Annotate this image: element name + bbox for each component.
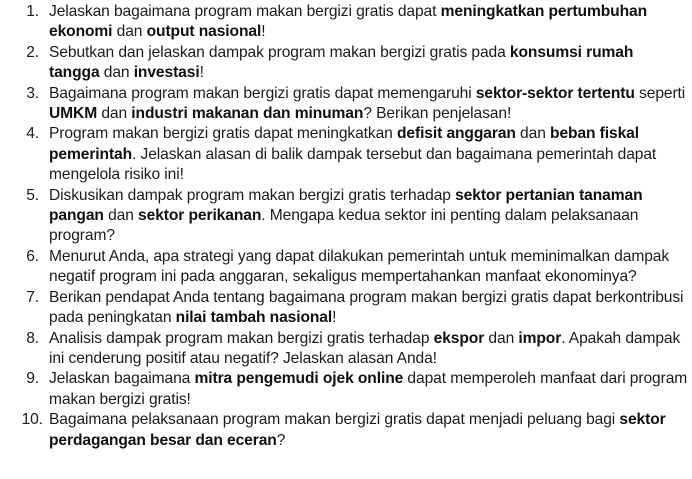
emphasis-text: sektor pertanian tanaman pangan: [49, 186, 643, 225]
question-list: [0, 2, 692, 451]
plain-text: !: [332, 309, 337, 327]
question-item: [0, 124, 692, 185]
question-text: [49, 85, 685, 122]
emphasis-text: sektor perdagangan besar dan eceran: [49, 411, 666, 449]
plain-text: Bagaimana program makan bergizi gratis dapat memengaruhi: [49, 84, 476, 102]
question-number: 2.: [26, 43, 39, 61]
emphasis-text: meningkatkan pertumbuhan ekonomi: [49, 3, 648, 41]
question-text: [49, 125, 656, 183]
emphasis-text: sektor-sektor tertentu: [475, 84, 635, 102]
question-text: [49, 3, 647, 40]
question-item: [0, 410, 692, 451]
question-text: [49, 187, 643, 245]
question-number: 8.: [26, 329, 39, 347]
plain-text: Menurut Anda, apa strategi yang dapat dilakukan pemerintah untuk meminimalkan dampak negatif program ini pada anggaran, sekaligus mempertahankan manfaat ekonominya?: [49, 247, 670, 286]
plain-text: dan: [112, 23, 147, 41]
emphasis-text: ekspor: [433, 329, 485, 347]
plain-text: Bagaimana pelaksanaan program makan bergizi gratis dapat menjadi peluang bagi: [49, 411, 620, 429]
question-item: [0, 2, 692, 43]
plain-text: dan: [484, 329, 519, 347]
emphasis-text: mitra pengemudi ojek online: [194, 370, 404, 388]
plain-text: Program makan bergizi gratis dapat meningkatkan: [49, 125, 397, 143]
plain-text: ?: [276, 431, 286, 449]
question-item: [0, 84, 692, 125]
plain-text: seperti: [634, 84, 686, 102]
plain-text: Jelaskan bagaimana program makan bergizi gratis dapat: [49, 3, 441, 20]
plain-text: Sebutkan dan jelaskan dampak program makan bergizi gratis pada: [49, 43, 510, 61]
question-text: [49, 44, 633, 81]
plain-text: dapat memperoleh manfaat dari program makan bergizi gratis!: [49, 370, 688, 408]
question-number: 10.: [21, 411, 43, 429]
plain-text: !: [199, 64, 204, 82]
question-number: 9.: [26, 370, 39, 388]
plain-text: . Jelaskan alasan di balik dampak tersebut dan bagaimana pemerintah dapat mengelola risiko ini!: [49, 145, 657, 184]
question-text: [49, 289, 683, 326]
emphasis-text: sektor perikanan: [138, 207, 262, 225]
emphasis-text: defisit anggaran: [396, 125, 516, 143]
question-text: [49, 370, 687, 407]
question-number: 4.: [26, 125, 39, 143]
question-item: [0, 369, 692, 410]
emphasis-text: nilai tambah nasional: [175, 309, 333, 327]
question-text: [49, 330, 680, 367]
plain-text: dan: [97, 105, 132, 123]
emphasis-text: konsumsi rumah tangga: [49, 43, 634, 82]
plain-text: Jelaskan bagaimana: [49, 370, 195, 388]
question-item: [0, 247, 692, 288]
question-item: [0, 43, 692, 84]
question-item: [0, 329, 692, 370]
plain-text: Berikan pendapat Anda tentang bagaimana program makan bergizi gratis dapat berkontribusi pada peningkatan: [49, 288, 684, 327]
emphasis-text: impor: [518, 329, 562, 347]
question-number: 1.: [26, 3, 39, 20]
question-number: 3.: [26, 84, 39, 102]
plain-text: ? Berikan penjelasan!: [363, 105, 512, 123]
emphasis-text: beban fiskal pemerintah: [49, 125, 639, 163]
question-number: 6.: [26, 247, 39, 265]
emphasis-text: industri makanan dan minuman: [131, 105, 364, 123]
plain-text: dan: [99, 64, 134, 82]
question-text: [49, 248, 669, 285]
emphasis-text: investasi: [133, 64, 200, 82]
plain-text: !: [261, 23, 266, 41]
question-number: 7.: [26, 288, 39, 306]
plain-text: dan: [103, 207, 139, 225]
emphasis-text: output nasional: [146, 23, 262, 41]
plain-text: . Mengapa kedua sektor ini penting dalam pelaksanaan program?: [49, 207, 639, 245]
plain-text: Analisis dampak program makan bergizi gratis terhadap: [49, 329, 434, 347]
plain-text: dan: [515, 125, 551, 143]
question-item: [0, 186, 692, 247]
question-item: [0, 288, 692, 329]
plain-text: Diskusikan dampak program makan bergizi gratis terhadap: [49, 186, 456, 204]
plain-text: . Apakah dampak ini cenderung positif atau negatif? Jelaskan alasan Anda!: [49, 329, 681, 367]
question-number: 5.: [26, 186, 39, 204]
emphasis-text: UMKM: [49, 105, 98, 123]
question-text: [49, 411, 666, 448]
